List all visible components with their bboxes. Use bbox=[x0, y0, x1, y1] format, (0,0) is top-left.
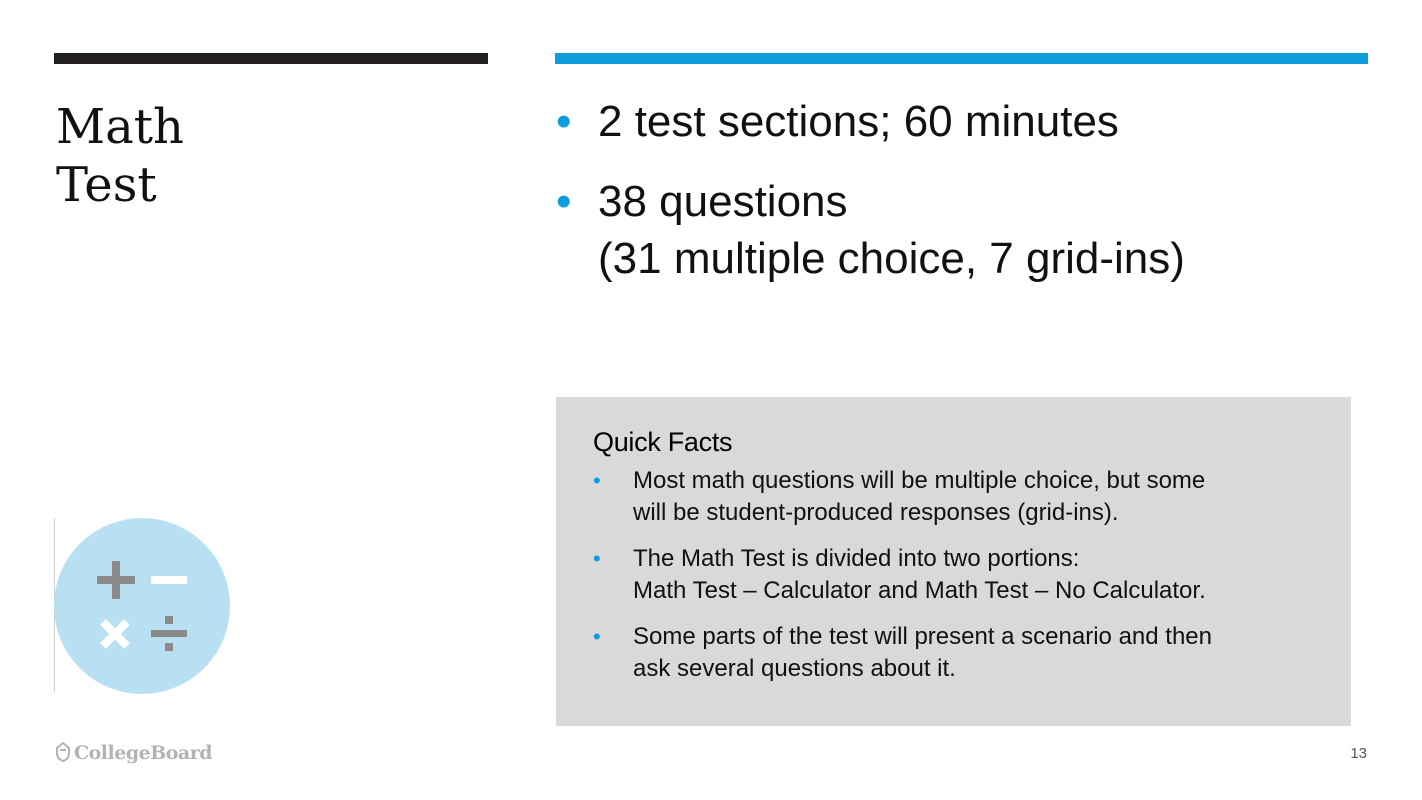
bullet-text: 2 test sections; 60 minutes bbox=[598, 97, 1119, 146]
bullet-text: (31 multiple choice, 7 grid-ins) bbox=[598, 234, 1185, 283]
main-bullet bbox=[556, 93, 1185, 150]
bullet-icon: • bbox=[593, 624, 601, 649]
quick-fact-text: will be student-produced responses (grid-ins). bbox=[633, 499, 1119, 526]
logo-text: CollegeBoard bbox=[74, 742, 213, 764]
acorn-icon bbox=[54, 742, 72, 762]
quick-facts-box bbox=[556, 397, 1351, 726]
quick-fact-text: Most math questions will be multiple choice, but some bbox=[633, 467, 1206, 494]
math-operations-icon bbox=[54, 518, 230, 694]
quick-fact-text: The Math Test is divided into two portions: bbox=[633, 545, 1080, 572]
collegeboard-logo bbox=[54, 742, 212, 764]
main-bullet bbox=[556, 173, 1185, 287]
content-rule bbox=[555, 53, 1368, 64]
bullet-icon: • bbox=[556, 177, 572, 226]
slide-title bbox=[56, 98, 184, 214]
title-line: Test bbox=[56, 157, 157, 213]
bullet-icon: • bbox=[556, 97, 572, 146]
quick-fact-text: Some parts of the test will present a scenario and then bbox=[633, 623, 1212, 650]
bullet-icon: • bbox=[593, 468, 601, 493]
bullet-icon: • bbox=[593, 546, 601, 571]
quick-fact-text: Math Test – Calculator and Math Test – No Calculator. bbox=[633, 577, 1206, 604]
quick-facts-list bbox=[593, 465, 1351, 685]
title-line: Math bbox=[56, 99, 184, 155]
quick-fact-item bbox=[593, 543, 1351, 607]
quick-fact-text: ask several questions about it. bbox=[633, 655, 956, 682]
main-bullet-list bbox=[556, 93, 1185, 310]
title-rule bbox=[54, 53, 488, 64]
page-number: 13 bbox=[1350, 745, 1367, 762]
bullet-text: 38 questions bbox=[598, 177, 848, 226]
quick-fact-item bbox=[593, 621, 1351, 685]
quick-fact-item bbox=[593, 465, 1351, 529]
quick-facts-heading: Quick Facts bbox=[593, 427, 733, 457]
